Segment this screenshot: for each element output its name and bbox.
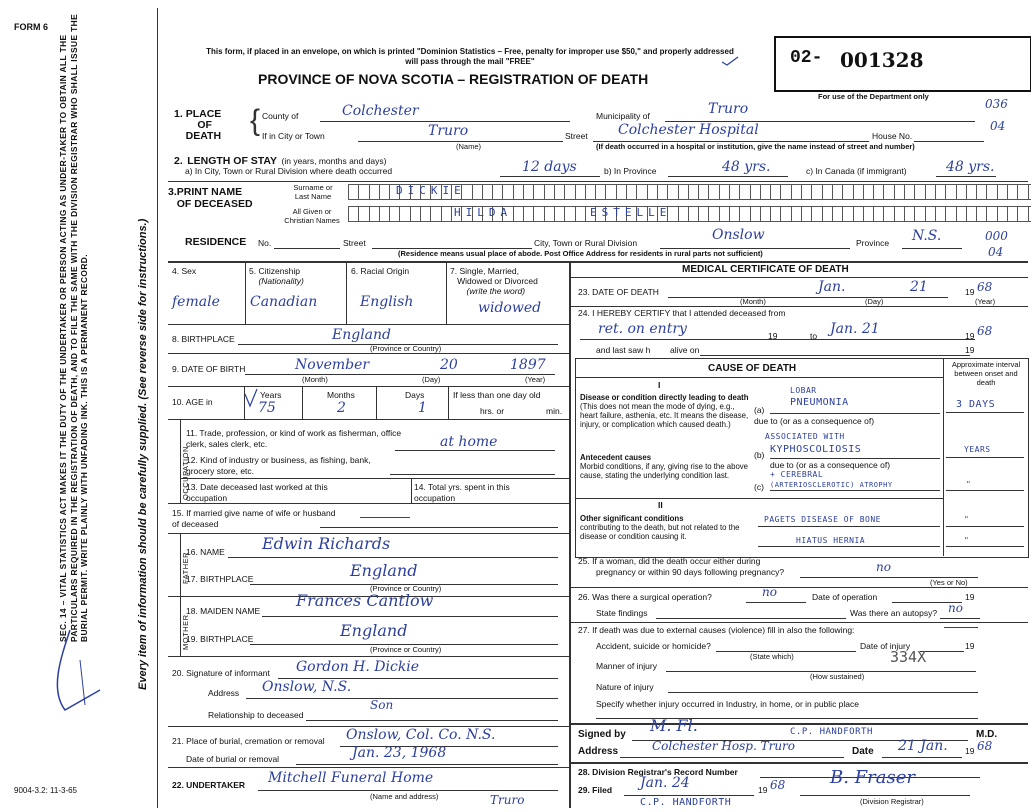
page-title: PROVINCE OF NOVA SCOTIA – REGISTRATION OF DEATH	[258, 71, 649, 87]
q25-value: no	[876, 560, 891, 574]
cause-b-interval: YEARS	[964, 445, 991, 454]
city-value: Truro	[428, 123, 469, 139]
residence-no-label: No.	[258, 238, 272, 248]
cert-address-label: Address	[578, 746, 619, 757]
reg-number: 001328	[840, 48, 924, 72]
mother-side-label: MOTHER	[181, 614, 190, 650]
informant-address-value: Onslow, N.S.	[262, 679, 352, 695]
q11-value: at home	[440, 434, 498, 450]
undertaker-name-value: Mitchell Funeral Home	[268, 770, 434, 786]
q26-value: no	[762, 585, 777, 599]
birthplace-sub: (Province or Country)	[370, 344, 442, 353]
alive-on-label: alive on	[670, 345, 700, 355]
birthplace-value: England	[332, 327, 392, 343]
father-name-label: 16. NAME	[186, 547, 225, 557]
q13-label: 13. Date deceased last worked at this occupation	[186, 482, 328, 503]
citizenship-value: Canadian	[250, 294, 318, 310]
house-no-label: House No.	[872, 131, 913, 141]
undertaker-label: 22. UNDERTAKER	[172, 780, 246, 790]
nature-label: Nature of injury	[596, 682, 654, 692]
cause-c-interval: "	[966, 480, 972, 489]
direct-cause-label: Disease or condition directly leading to death (This does not mean the mode of dying, e.g., heart failure, asthenia, etc. It means the disease, injury, or complication which caused death.)	[580, 393, 749, 429]
print-code: 9004-3.2: 11-3-65	[14, 786, 78, 795]
stay-province-value: 48 yrs.	[722, 159, 771, 175]
accident-label: Accident, suicide or homicide?	[596, 641, 711, 651]
other-interval-2: "	[964, 536, 970, 545]
age-days-label: Days	[405, 390, 425, 400]
father-birthplace-sub: (Province or Country)	[370, 584, 442, 593]
check-mark-icon	[720, 54, 740, 72]
dept-code-3: 000	[985, 229, 1008, 243]
informant-relationship-value: Son	[370, 698, 394, 712]
age-days-value: 1	[418, 400, 427, 416]
other-condition-1: PAGETS DISEASE OF BONE	[764, 515, 881, 524]
cause-c-letter: (c)	[754, 482, 764, 492]
registrar-sub: (Division Registrar)	[860, 797, 924, 806]
certify-label: 24. I HEREBY CERTIFY that I attended deceased from	[578, 308, 786, 318]
cert-yr-label: 19	[965, 746, 975, 756]
attended-yr2-value: 68	[977, 324, 993, 338]
death-year-sub: (Year)	[975, 297, 996, 306]
birthplace-label: 8. BIRTHPLACE	[172, 334, 235, 344]
autopsy-label: Was there an autopsy?	[850, 608, 938, 618]
municipality-value: Truro	[708, 101, 749, 117]
racial-origin-value: English	[360, 294, 414, 310]
cause-a-pre: LOBAR	[790, 386, 817, 395]
municipality-label: Municipality of	[596, 111, 650, 121]
death-year-prefix: 19	[965, 287, 975, 297]
md-label: M.D.	[976, 729, 998, 740]
surname-value: DICKIE	[396, 184, 466, 197]
dob-month-sub: (Month)	[302, 375, 328, 384]
sex-label: 4. Sex	[172, 266, 197, 276]
dob-label: 9. DATE OF BIRTH	[172, 364, 246, 374]
marital-status-label: 7. Single, Married, Widowed or Divorced (write the word)	[450, 266, 538, 296]
age-months-value: 2	[337, 400, 346, 416]
given-name-cells	[348, 206, 1031, 222]
left-margin-rule	[157, 8, 158, 808]
cause-a-value: PNEUMONIA	[790, 397, 849, 408]
burial-date-value: Jan. 23, 1968	[352, 745, 447, 761]
state-which-sub: (State which)	[750, 652, 794, 661]
other-interval-1: "	[964, 515, 970, 524]
mother-name-label: 18. MAIDEN NAME	[186, 606, 261, 616]
city-label: If in City or Town	[262, 131, 325, 141]
roman-ii: II	[658, 500, 663, 510]
father-name-value: Edwin Richards	[262, 534, 391, 553]
q27-label: 27. If death was due to external causes (violence) fill in also the following:	[578, 625, 855, 635]
cause-a-interval: 3 DAYS	[956, 399, 996, 410]
filed-date-value: Jan. 24	[640, 775, 690, 791]
filed-yr-value: 68	[770, 778, 786, 792]
other-condition-2: HIATUS HERNIA	[796, 536, 866, 545]
specify-label: Specify whether injury occurred in Industry, in home, or in public place	[596, 699, 859, 709]
statute-notice: SEC. 14 – VITAL STATISTICS ACT MAKES IT THE DUTY OF THE UNDERTAKER OR PERSON ACTING AS UNDER-TAKER TO OBTAIN ALL THE PARTICULARS REQUIRED IN THE REGISTRATION OF DEATH, AND TO FILE THE SAME WITH THE DIVISION REGISTRAR WHO SHALL ISSUE THE BURIAL PERMIT. WRITE PLAINLY WITH UNFADING INK. THIS IS A PERMANENT RECORD.	[58, 13, 89, 642]
undertaker-town-value: Truro	[490, 793, 525, 807]
racial-origin-label: 6. Racial Origin	[351, 266, 410, 276]
given-name-2: ESTELLE	[590, 206, 672, 219]
q25-label: 25. If a woman, did the death occur either during	[578, 556, 761, 566]
mother-birthplace-label: 19. BIRTHPLACE	[186, 634, 254, 644]
date-of-death-label: 23. DATE OF DEATH	[578, 287, 659, 297]
mother-name-value: Frances Cantlow	[296, 591, 434, 610]
signature-scribble	[40, 620, 120, 725]
stay-province-label: b) In Province	[604, 166, 657, 176]
name-hint: (Name)	[456, 142, 482, 151]
dept-use-label: For use of the Department only	[818, 92, 929, 101]
street-label: Street	[565, 131, 588, 141]
mother-birthplace-value: England	[340, 621, 408, 640]
father-side-label: FATHER	[181, 551, 190, 584]
burial-place-value: Onslow, Col. Co. N.S.	[346, 727, 496, 743]
due-to-label-2: due to (or as a consequence of)	[770, 460, 891, 470]
informant-address-label: Address	[208, 688, 240, 698]
residence-province-label: Province	[856, 238, 890, 248]
how-sustained-sub: (How sustained)	[810, 672, 865, 681]
due-to-label-1: due to (or as a consequence of)	[754, 416, 875, 426]
stamp-number: 334X	[890, 648, 927, 666]
residence-title: RESIDENCE	[185, 236, 247, 248]
marital-status-value: widowed	[478, 300, 542, 316]
form-id: FORM 6	[14, 22, 49, 32]
death-month-value: Jan.	[818, 279, 846, 295]
attended-to-label: to	[810, 331, 818, 341]
registrar-signature: B. Fraser	[830, 767, 915, 788]
findings-label: State findings	[596, 608, 648, 618]
stay-city-value: 12 days	[522, 159, 577, 175]
bottom-printed-name: C.P. HANDFORTH	[640, 797, 732, 808]
dob-year: 1897	[510, 357, 546, 373]
place-of-death-title: 1. PLACE OF DEATH	[174, 108, 222, 142]
print-name-title: 3.PRINT NAME OF DECEASED	[168, 186, 253, 210]
filed-label: 29. Filed	[578, 785, 613, 795]
sex-value: female	[172, 294, 220, 310]
q25-yesno: (Yes or No)	[930, 578, 968, 587]
q25-label-2: pregnancy or within 90 days following pregnancy?	[596, 567, 785, 577]
burial-place-label: 21. Place of burial, cremation or removal	[172, 736, 325, 746]
burial-date-label: Date of burial or removal	[186, 754, 280, 764]
stay-canada-label: c) In Canada (if immigrant)	[806, 166, 907, 176]
q14-label: 14. Total yrs. spent in this occupation	[414, 482, 510, 503]
informant-relationship-label: Relationship to deceased	[208, 710, 304, 720]
age-years-label: Years	[260, 390, 282, 400]
given-name-1: HILDA	[454, 206, 513, 219]
last-saw-label: and last saw h	[596, 345, 651, 355]
min-label: min.	[546, 406, 563, 416]
signed-printed-name: C.P. HANDFORTH	[790, 727, 873, 737]
residence-hint: (Residence means usual place of abode. Post Office Address for residents in rural parts not sufficient)	[398, 249, 763, 258]
q11-label: 11. Trade, profession, or kind of work as fisherman, office clerk, sales clerk, etc.	[186, 428, 402, 449]
antecedent-label: Antecedent causes Morbid conditions, if any, giving rise to the above cause, stating the underlying condition last.	[580, 453, 749, 480]
cert-date-label: Date	[852, 746, 874, 757]
age-years-value: 75	[258, 400, 276, 416]
stay-canada-value: 48 yrs.	[946, 159, 995, 175]
signed-signature: M. Fl.	[650, 716, 698, 735]
death-day-sub: (Day)	[865, 297, 884, 306]
attended-yr-label: 19	[768, 331, 778, 341]
filed-yr-label: 19	[758, 785, 768, 795]
dob-year-sub: (Year)	[525, 375, 546, 384]
age-check-icon	[244, 388, 258, 413]
death-day-value: 21	[910, 279, 928, 295]
medical-certificate-title: MEDICAL CERTIFICATE OF DEATH	[682, 264, 849, 275]
reg-prefix: 02-	[790, 48, 823, 68]
informant-signature-label: 20. Signature of informant	[172, 668, 270, 678]
residence-province-value: N.S.	[912, 228, 942, 244]
manner-label: Manner of injury	[596, 661, 657, 671]
stay-city-label: a) In City, Town or Rural Division where death occurred	[185, 166, 393, 176]
dob-day-sub: (Day)	[422, 375, 441, 384]
cause-b-pre: ASSOCIATED WITH	[765, 432, 845, 441]
instructions-note: Every item of information should be carefully supplied. (See reverse side for instructions.)	[137, 218, 149, 690]
q26-label: 26. Was there a surgical operation?	[578, 592, 712, 602]
dob-day: 20	[440, 357, 458, 373]
registration-number-box	[774, 36, 1031, 92]
less-than-day-label: If less than one day old	[453, 390, 541, 400]
brace: {	[250, 104, 261, 137]
injury-yr-label: 19	[965, 641, 975, 651]
cert-address-value: Colchester Hosp. Truro	[652, 739, 796, 753]
informant-signature-value: Gordon H. Dickie	[296, 659, 420, 675]
cause-c-value: (ARTERIOSCLEROTIC) ATROPHY	[770, 481, 893, 489]
cause-a-letter: (a)	[754, 405, 765, 415]
dept-code-2: 04	[990, 119, 1006, 133]
hrs-label: hrs. or	[480, 406, 505, 416]
attended-from-value: ret. on entry	[598, 321, 687, 337]
father-birthplace-label: 17. BIRTHPLACE	[186, 574, 254, 584]
age-months-label: Months	[327, 390, 355, 400]
operation-yr-label: 19	[965, 592, 975, 602]
residence-city-label: City, Town or Rural Division	[534, 238, 638, 248]
residence-street-label: Street	[343, 238, 366, 248]
age-label: 10. AGE in	[172, 397, 213, 407]
signed-by-label: Signed by	[578, 729, 626, 740]
roman-i: I	[658, 380, 661, 390]
autopsy-value: no	[948, 601, 963, 615]
given-names-label: All Given or Christian Names	[284, 207, 340, 225]
interval-header: Approximate interval between onset and death	[951, 360, 1021, 387]
attended-to-value: Jan. 21	[830, 321, 880, 337]
injury-date-label: Date of injury	[860, 641, 911, 651]
county-label: County of	[262, 111, 299, 121]
record-number-label: 28. Division Registrar's Record Number	[578, 767, 738, 777]
dept-code-1: 036	[985, 97, 1008, 111]
operation-date-label: Date of operation	[812, 592, 878, 602]
hospital-hint: (If death occurred in a hospital or institution, give the name instead of street and number)	[596, 142, 915, 151]
county-value: Colchester	[342, 103, 419, 119]
other-conditions-label: Other significant conditions contributing to the death, but not related to the disease or condition causing it.	[580, 514, 740, 541]
cause-of-death-title: CAUSE OF DEATH	[708, 363, 797, 374]
cert-date-value: 21 Jan.	[898, 738, 948, 754]
surname-label: Surname or Last Name	[293, 183, 333, 201]
mother-birthplace-sub: (Province or Country)	[370, 645, 442, 654]
q15-label: 15. If married give name of wife or husband of deceased	[172, 508, 336, 529]
dept-code-4: 04	[988, 245, 1004, 259]
undertaker-sub: (Name and address)	[370, 792, 439, 801]
citizenship-label: 5. Citizenship (Nationality)	[249, 266, 304, 286]
cause-b-letter: (b)	[754, 450, 765, 460]
q12-label: 12. Kind of industry or business, as fishing, bank, grocery store, etc.	[186, 455, 371, 476]
length-of-stay-title: 2. LENGTH OF STAY (in years, months and days)	[174, 155, 387, 167]
cause-c-pre: + CEREBRAL	[770, 470, 824, 479]
death-month-sub: (Month)	[740, 297, 766, 306]
alive-yr-label: 19	[965, 345, 975, 355]
occupation-side-label: OCCUPATION	[181, 446, 190, 500]
dob-month: November	[295, 357, 370, 373]
death-year-value: 68	[977, 280, 993, 294]
cause-b-value: KYPHOSCOLIOSIS	[770, 444, 862, 455]
father-birthplace-value: England	[350, 561, 418, 580]
mail-notice: This form, if placed in an envelope, on which is printed "Dominion Statistics – Free, penalty for improper use $50," and properly addressed will pass through the mail "FREE"	[206, 47, 734, 66]
street-value: Colchester Hospital	[618, 122, 759, 138]
attended-yr2-label: 19	[965, 331, 975, 341]
residence-city-value: Onslow	[712, 227, 765, 243]
cert-yr-value: 68	[977, 739, 993, 753]
